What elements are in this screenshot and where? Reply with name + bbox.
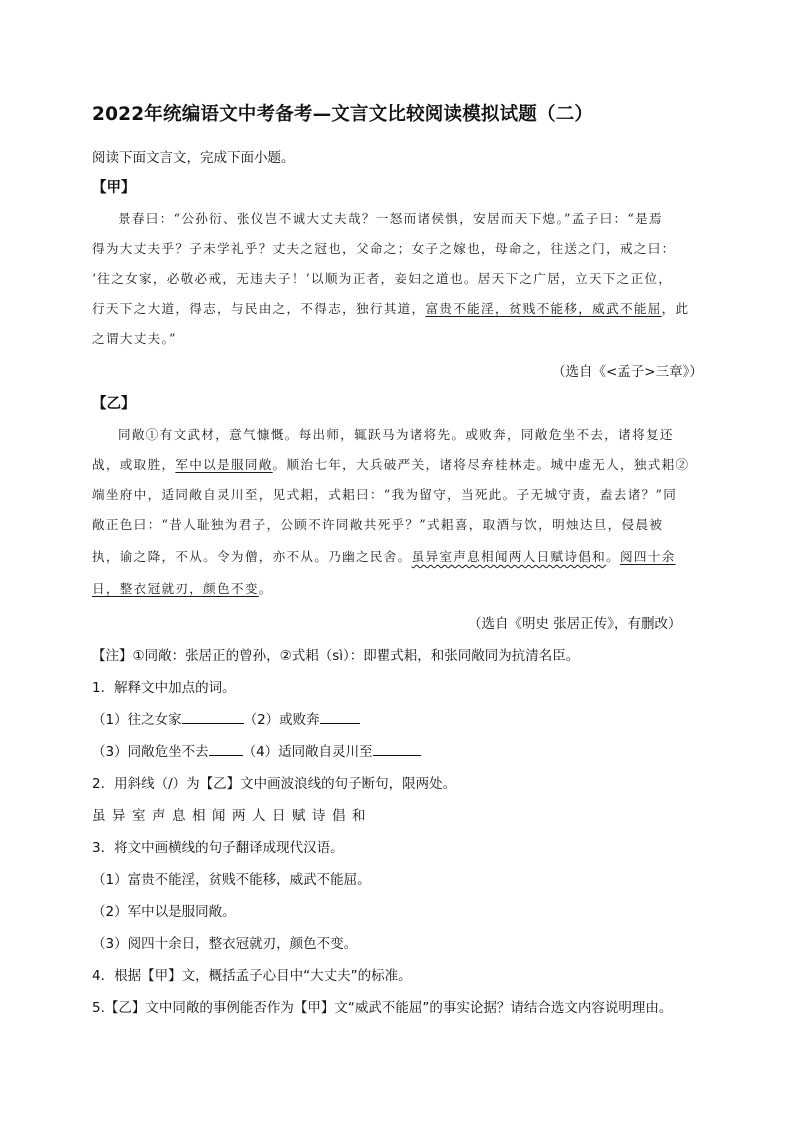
passage-yi-line-5 xyxy=(92,546,676,565)
instruction-text: 阅读下面文言文，完成下面小题。 xyxy=(92,150,295,166)
wavy-sentence-yi: 虽异室声息相闻两人日赋诗倡和 xyxy=(411,549,607,564)
question-3-item-2: （2）军中以是服同敞。 xyxy=(92,904,236,920)
underlined-sentence-yi-1: 军中以是服同敞 xyxy=(175,457,273,472)
question-1-item-2: （2）或败奔 xyxy=(243,712,320,728)
underlined-sentence-yi-2b: 日，整衣冠就刃，颜色不变 xyxy=(92,581,259,596)
passage-jia-line-1: 景春曰：“公孙衍、张仪岂不诚大丈夫哉？一怒而诸侯惧，安居而天下熄。”孟子曰：“是焉 xyxy=(118,211,663,226)
annotation-note: 【注】①同敞：张居正的曾孙，②式耜（sì）：即瞿式耜，和张同敞同为抗清名臣。 xyxy=(92,648,580,664)
answer-blank-3[interactable] xyxy=(209,743,243,756)
passage-yi-line-1: 同敞①有文武材，意气慷慨。每出师，辄跃马为诸将先。或败奔，同敞危坐不去，诸将复还 xyxy=(118,427,674,442)
question-2-sentence: 虽异室声息相闻两人日赋诗倡和 xyxy=(92,808,372,824)
passage-yi-line-6 xyxy=(92,578,273,597)
passage-jia-source: （选自《<孟子>三章》） xyxy=(552,364,703,380)
answer-blank-1[interactable] xyxy=(182,711,244,724)
passage-yi-line-5-pre: 执，谕之降，不从。令为僧，亦不从。乃幽之民舍。 xyxy=(92,549,412,564)
question-1-row-1 xyxy=(92,708,360,728)
passage-jia-line-4-post: ，此 xyxy=(661,301,690,316)
passage-yi-line-2 xyxy=(92,454,689,473)
passage-yi-label: 【乙】 xyxy=(92,396,136,412)
passage-jia-line-3: ‘往之女家，必敬必戒，无违夫子！’以顺为正者，妾妇之道也。居天下之广居，立天下之正位， xyxy=(92,271,673,286)
passage-yi-line-2-post: 。顺治七年，大兵破严关，诸将尽弃桂林走。城中虚无人，独式耜② xyxy=(272,457,690,472)
passage-jia-line-4-pre: 行天下之大道，得志，与民由之，不得志，独行其道， xyxy=(92,301,426,316)
answer-blank-2[interactable] xyxy=(320,711,360,724)
passage-jia-line-4 xyxy=(92,298,689,317)
question-1: 1．解释文中加点的词。 xyxy=(92,680,236,696)
question-5: 5.【乙】文中同敞的事例能否作为【甲】文“威武不能屈”的事实论据？请结合选文内容说明理由。 xyxy=(92,1000,673,1016)
underlined-sentence-yi-2a: 阅四十余 xyxy=(619,549,676,564)
passage-jia-line-5: 之谓大丈夫。” xyxy=(92,331,177,346)
question-3: 3．将文中画横线的句子翻译成现代汉语。 xyxy=(92,840,344,856)
passage-yi-line-5-mid: 。 xyxy=(606,549,620,564)
question-3-item-3: （3）阅四十余日，整衣冠就刃，颜色不变。 xyxy=(92,936,358,952)
question-1-item-4: （4）适同敞自灵川至 xyxy=(242,744,373,760)
passage-yi-line-3: 端坐府中，适同敞自灵川至，见式耜，式耜曰：“我为留守，当死此。子无城守责，盍去诸？”同 xyxy=(92,487,678,502)
passage-yi-line-4: 敞正色曰：“昔人耻独为君子，公顾不许同敞共死乎？”式耜喜，取酒与饮，明烛达旦，侵晨被 xyxy=(92,517,664,532)
question-1-item-1: （1）往之女家 xyxy=(92,712,182,728)
page-title: 2022年统编语文中考备考—文言文比较阅读模拟试题（二） xyxy=(92,104,594,125)
passage-jia-label: 【甲】 xyxy=(92,180,136,196)
question-4: 4．根据【甲】文，概括孟子心目中“大丈夫”的标准。 xyxy=(92,968,412,984)
passage-yi-source: （选自《明史 张居正传》，有删改） xyxy=(468,616,682,632)
question-3-item-1: （1）富贵不能淫，贫贱不能移，威武不能屈。 xyxy=(92,872,371,888)
passage-yi-line-6-post: 。 xyxy=(258,581,273,596)
answer-blank-4[interactable] xyxy=(373,743,421,756)
passage-yi-line-2-pre: 战，或取胜， xyxy=(92,457,176,472)
underlined-sentence-jia: 富贵不能淫，贫贱不能移，威武不能屈 xyxy=(425,301,662,316)
question-1-row-2 xyxy=(92,740,421,760)
question-1-item-3: （3）同敞危坐不去 xyxy=(92,744,209,760)
passage-jia-line-2: 得为大丈夫乎？子未学礼乎？丈夫之冠也，父命之；女子之嫁也，母命之，往送之门，戒之曰： xyxy=(92,241,676,256)
question-2: 2．用斜线（/）为【乙】文中画波浪线的句子断句，限两处。 xyxy=(92,776,457,792)
